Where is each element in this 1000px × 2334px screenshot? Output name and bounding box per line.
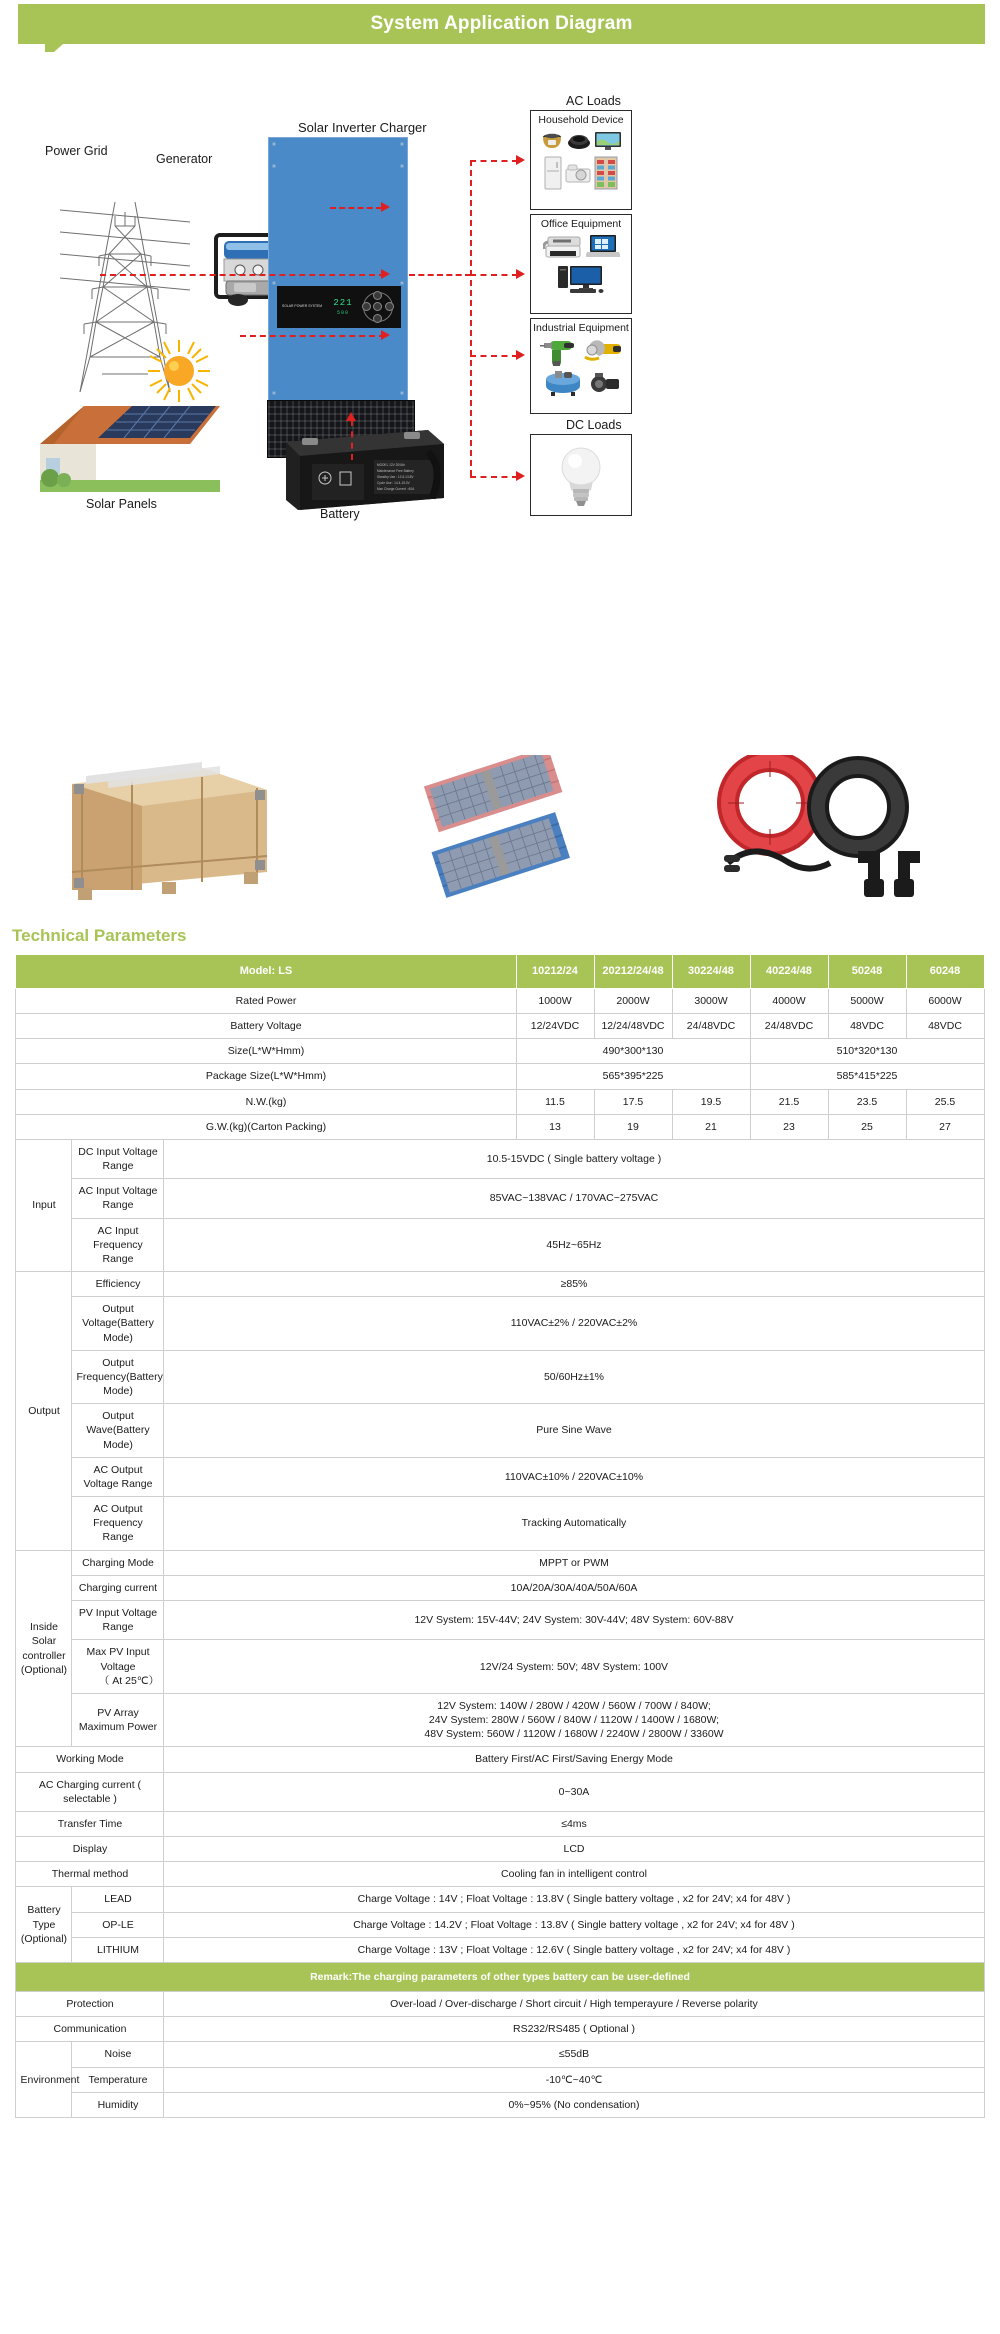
column-header-60248: 60248: [906, 955, 984, 989]
cell-output-wave: Pure Sine Wave: [164, 1404, 984, 1458]
cell: 1000W: [516, 988, 594, 1013]
cell-working-mode: Battery First/AC First/Saving Energy Mode: [164, 1747, 984, 1772]
cell-pv-array-max-power: [164, 1693, 984, 1747]
household-device-title: Household Device: [538, 114, 624, 126]
table-row: [16, 1114, 984, 1139]
cell-communication: RS232/RS485 ( Optional ): [164, 2017, 984, 2042]
household-device-icons: [531, 127, 631, 192]
row-label-lithium: LITHIUM: [72, 1937, 164, 1962]
cell-efficiency: ≥85%: [164, 1272, 984, 1297]
row-label-op-le: OP-LE: [72, 1912, 164, 1937]
industrial-equipment-title: Industrial Equipment: [533, 322, 629, 334]
cell: 6000W: [906, 988, 984, 1013]
table-row: [16, 1064, 984, 1089]
power-grid-label: Power Grid: [45, 144, 108, 158]
row-label-rated-power: Rated Power: [16, 988, 516, 1013]
solar-cable-connector-photo: [708, 755, 948, 910]
connector-generator-inverter: [330, 207, 382, 209]
table-row: [16, 1039, 984, 1064]
connector-bus-dcloads: [470, 476, 518, 478]
cell: 3000W: [672, 988, 750, 1013]
cell-charging-mode: MPPT or PWM: [164, 1550, 984, 1575]
cell: 13: [516, 1114, 594, 1139]
row-label-protection: Protection: [16, 1992, 164, 2017]
table-row: [16, 1550, 984, 1575]
pv-power-line1: 12V System: 140W / 280W / 420W / 560W / 700W / 840W;: [437, 1699, 711, 1712]
cell-output-voltage: 110VAC±2% / 220VAC±2%: [164, 1297, 984, 1351]
ac-loads-label: AC Loads: [566, 94, 621, 108]
electric-drill-icon: [540, 337, 580, 367]
row-label-pv-input-voltage-range: PV Input Voltage Range: [72, 1601, 164, 1640]
table-row: [16, 1640, 984, 1694]
angle-grinder-icon: [583, 339, 623, 365]
column-header-40224: 40224/48: [750, 955, 828, 989]
row-label-ac-input-frequency: AC Input Frequency Range: [72, 1218, 164, 1272]
cell: 12/24/48VDC: [594, 1014, 672, 1039]
row-label-communication: Communication: [16, 2017, 164, 2042]
row-label-working-mode: Working Mode: [16, 1747, 164, 1772]
inverter-front-panel: [277, 286, 401, 328]
cell: 19.5: [672, 1089, 750, 1114]
table-header-row: [16, 955, 984, 989]
connector-grid-inverter: [100, 274, 385, 276]
cell: 48VDC: [906, 1014, 984, 1039]
table-row: [16, 2042, 984, 2067]
group-solar-line2: controller: [22, 1649, 66, 1662]
table-row: [16, 2017, 984, 2042]
column-header-10212: 10212/24: [516, 955, 594, 989]
arrow-bus-industrial: [516, 350, 525, 360]
arrow-battery-inverter: [346, 412, 356, 421]
table-row: [16, 1912, 984, 1937]
water-pump-icon: [586, 372, 620, 394]
table-row: [16, 988, 984, 1013]
fax-printer-icon: [543, 233, 583, 261]
row-label-transfer-time: Transfer Time: [16, 1811, 164, 1836]
wooden-crate-photo: [52, 760, 282, 905]
column-header-model: Model: LS: [16, 955, 516, 989]
cell: 24/48VDC: [750, 1014, 828, 1039]
table-row: [16, 1747, 984, 1772]
cell: 17.5: [594, 1089, 672, 1114]
row-label-humidity: Humidity: [72, 2092, 164, 2117]
rice-cooker-icon: [540, 129, 564, 153]
arrow-solar-inverter: [381, 330, 390, 340]
cell-display: LCD: [164, 1837, 984, 1862]
table-row: [16, 1404, 984, 1458]
group-label-environment: Environment: [16, 2042, 72, 2118]
cell: 11.5: [516, 1089, 594, 1114]
remark-text: Remark:The charging parameters of other types battery can be user-defined: [16, 1962, 984, 1991]
table-row: [16, 2092, 984, 2117]
system-application-diagram: [0, 52, 1000, 742]
group-label-inside-solar-controller: [16, 1550, 72, 1747]
cell-size-large: 510*320*130: [750, 1039, 984, 1064]
column-header-50248: 50248: [828, 955, 906, 989]
technical-parameters-table: [15, 954, 984, 2118]
header-banner: [18, 4, 985, 44]
desktop-computer-icon: [557, 264, 605, 294]
table-row: [16, 1272, 984, 1297]
table-row: [16, 1350, 984, 1404]
cell: 27: [906, 1114, 984, 1139]
inverter-control-knob[interactable]: [361, 290, 395, 324]
led-bulb-icon: [559, 441, 603, 509]
row-label-output-voltage: Output Voltage(Battery Mode): [72, 1297, 164, 1351]
cell-noise: ≤55dB: [164, 2042, 984, 2067]
svg-text:Maintenance Free Battery: Maintenance Free Battery: [377, 469, 414, 473]
pv-power-line3: 48V System: 560W / 1120W / 1680W / 2240W / 2800W / 3360W: [424, 1728, 724, 1741]
group-label-input: Input: [16, 1139, 72, 1271]
column-header-30224: 30224/48: [672, 955, 750, 989]
inverter-panel-brand: SOLAR POWER SYSTEM: [282, 304, 323, 309]
cell-package-large: 585*415*225: [750, 1064, 984, 1089]
cell-op-le: Charge Voltage : 14.2V ; Float Voltage : 13.8V ( Single battery voltage , x2 for 24V; x4 for 48V ): [164, 1912, 984, 1937]
household-device-box: [530, 110, 632, 210]
row-label-max-pv-input-voltage: [72, 1640, 164, 1694]
row-label-efficiency: Efficiency: [72, 1272, 164, 1297]
row-label-lead: LEAD: [72, 1887, 164, 1912]
cell-output-frequency: 50/60Hz±1%: [164, 1350, 984, 1404]
office-equipment-title: Office Equipment: [540, 218, 622, 230]
row-label-temperature: Temperature: [72, 2067, 164, 2092]
generator-label: Generator: [156, 152, 213, 166]
dc-loads-label: DC Loads: [566, 418, 622, 432]
cell: 5000W: [828, 988, 906, 1013]
cell: 23: [750, 1114, 828, 1139]
table-row: [16, 1862, 984, 1887]
row-label-output-wave: Output Wave(Battery Mode): [72, 1404, 164, 1458]
connector-inverter-bus: [409, 274, 471, 276]
row-label-package-size: Package Size(L*W*Hmm): [16, 1064, 516, 1089]
row-label-display: Display: [16, 1837, 164, 1862]
connector-bus-household: [470, 160, 518, 162]
cell: 24/48VDC: [672, 1014, 750, 1039]
inverter-lcd-display: [325, 298, 361, 316]
roof-mounting-photo: [385, 755, 605, 910]
cell: 48VDC: [828, 1014, 906, 1039]
group-solar-line3: (Optional): [20, 1663, 68, 1676]
industrial-equipment-box: [530, 318, 632, 414]
table-row: [16, 2067, 984, 2092]
row-label-ac-output-frequency-range: AC Output Frequency Range: [72, 1497, 164, 1551]
row-label-charging-mode: Charging Mode: [72, 1550, 164, 1575]
cell-dc-input-voltage: 10.5-15VDC ( Single battery voltage ): [164, 1139, 984, 1178]
arrow-bus-office: [516, 269, 525, 279]
table-row: [16, 1218, 984, 1272]
row-label-gross-weight: G.W.(kg)(Carton Packing): [16, 1114, 516, 1139]
cell-ac-output-voltage-range: 110VAC±10% / 220VAC±10%: [164, 1457, 984, 1496]
cell: 25: [828, 1114, 906, 1139]
cell: 12/24VDC: [516, 1014, 594, 1039]
table-row: [16, 1575, 984, 1600]
cell: 4000W: [750, 988, 828, 1013]
connector-bus-office: [470, 274, 518, 276]
inverter-label: Solar Inverter Charger: [298, 120, 427, 135]
freezer-icon: [544, 156, 562, 190]
cell: 21.5: [750, 1089, 828, 1114]
cell: 23.5: [828, 1089, 906, 1114]
max-pv-line1: Max PV Input Voltage: [86, 1646, 150, 1673]
washing-machine-icon: [565, 163, 591, 183]
office-equipment-icons: [531, 231, 631, 296]
row-label-battery-voltage: Battery Voltage: [16, 1014, 516, 1039]
table-row: [16, 1457, 984, 1496]
arrow-bus-household: [516, 155, 525, 165]
cell-charging-current: 10A/20A/30A/40A/50A/60A: [164, 1575, 984, 1600]
cell-ac-input-voltage: 85VAC~138VAC / 170VAC~275VAC: [164, 1179, 984, 1218]
lcd-voltage-value: 221: [333, 298, 353, 308]
row-label-noise: Noise: [72, 2042, 164, 2067]
row-label-ac-input-voltage: AC Input Voltage Range: [72, 1179, 164, 1218]
table-row: [16, 1837, 984, 1862]
group-solar-line1: Inside Solar: [29, 1621, 58, 1648]
cell-temperature: -10℃~40℃: [164, 2067, 984, 2092]
laptop-icon: [586, 234, 620, 260]
table-row: [16, 1089, 984, 1114]
technical-parameters-heading: Technical Parameters: [12, 926, 187, 945]
cell-max-pv-input-voltage: 12V/24 System: 50V; 48V System: 100V: [164, 1640, 984, 1694]
cell-protection: Over-load / Over-discharge / Short circuit / High temperayure / Reverse polarity: [164, 1992, 984, 2017]
row-label-net-weight: N.W.(kg): [16, 1089, 516, 1114]
television-icon: [594, 131, 622, 151]
solar-panels-label: Solar Panels: [86, 497, 157, 511]
svg-text:Cycle Use : 14.4-15.0V: Cycle Use : 14.4-15.0V: [377, 481, 410, 485]
pv-power-line2: 24V System: 280W / 560W / 840W / 1120W / 1400W / 1680W;: [428, 1714, 720, 1727]
cell-humidity: 0%~95% (No condensation): [164, 2092, 984, 2117]
dc-loads-icons: [531, 435, 631, 515]
group-label-battery-type: [16, 1887, 72, 1963]
cell-package-small: 565*395*225: [516, 1064, 750, 1089]
cell-thermal-method: Cooling fan in intelligent control: [164, 1862, 984, 1887]
row-label-output-frequency: Output Frequency(Battery Mode): [72, 1350, 164, 1404]
connector-solar-inverter: [240, 335, 385, 337]
table-row: [16, 1139, 984, 1178]
row-label-size: Size(L*W*Hmm): [16, 1039, 516, 1064]
page-title: System Application Diagram: [370, 13, 633, 34]
svg-text:MODEL 12V 200Ah: MODEL 12V 200Ah: [377, 463, 405, 467]
row-label-thermal-method: Thermal method: [16, 1862, 164, 1887]
arrow-bus-dcloads: [516, 471, 525, 481]
battery-label: Battery: [320, 507, 360, 521]
svg-text:Max Charge Current : 60A: Max Charge Current : 60A: [377, 487, 415, 491]
connector-vertical-bus: [470, 160, 472, 476]
table-row: [16, 1887, 984, 1912]
solar-panels-icon: [40, 392, 220, 492]
air-compressor-icon: [543, 370, 583, 396]
table-row: [16, 1772, 984, 1811]
dc-loads-box: [530, 434, 632, 516]
cell-pv-input-voltage-range: 12V System: 15V-44V; 24V System: 30V-44V; 48V System: 60V-88V: [164, 1601, 984, 1640]
battery-icon: [278, 422, 448, 512]
row-label-ac-output-voltage-range: AC Output Voltage Range: [72, 1457, 164, 1496]
office-equipment-box: [530, 214, 632, 314]
lcd-power-value: 500: [336, 310, 349, 316]
cell-transfer-time: ≤4ms: [164, 1811, 984, 1836]
table-row: [16, 1601, 984, 1640]
page-header: [0, 0, 1000, 52]
row-label-pv-array-max-power: PV Array Maximum Power: [72, 1693, 164, 1747]
product-photo-strip: [0, 742, 1000, 922]
row-label-dc-input-voltage: DC Input Voltage Range: [72, 1139, 164, 1178]
table-row: [16, 1693, 984, 1747]
induction-cooker-icon: [567, 131, 591, 151]
cell: 21: [672, 1114, 750, 1139]
cell: 2000W: [594, 988, 672, 1013]
group-label-output: Output: [16, 1272, 72, 1551]
row-label-charging-current: Charging current: [72, 1575, 164, 1600]
row-label-ac-charging-current: AC Charging current ( selectable ): [16, 1772, 164, 1811]
table-row: [16, 1014, 984, 1039]
max-pv-line2: （ At 25℃）: [98, 1674, 160, 1687]
connector-bus-industrial: [470, 355, 518, 357]
table-row: [16, 1179, 984, 1218]
cell-ac-charging-current: 0~30A: [164, 1772, 984, 1811]
arrow-generator-inverter: [381, 202, 390, 212]
table-row-remark: [16, 1962, 984, 1991]
table-row: [16, 1937, 984, 1962]
industrial-equipment-icons: [531, 335, 631, 398]
column-header-20212: 20212/24/48: [594, 955, 672, 989]
group-battery-line1: Battery Type: [27, 1904, 61, 1931]
cell: 19: [594, 1114, 672, 1139]
table-row: [16, 1992, 984, 2017]
cell-lithium: Charge Voltage : 13V ; Float Voltage : 12.6V ( Single battery voltage , x2 for 24V; x4 for 48V ): [164, 1937, 984, 1962]
group-battery-line2: (Optional): [20, 1932, 68, 1945]
refrigerator-icon: [594, 156, 618, 190]
table-row: [16, 1497, 984, 1551]
table-row: [16, 1297, 984, 1351]
cell: 25.5: [906, 1089, 984, 1114]
svg-text:Standby Use : 13.5-13.8V: Standby Use : 13.5-13.8V: [377, 475, 414, 479]
connector-battery-inverter: [351, 420, 353, 460]
arrow-grid-inverter: [381, 269, 390, 279]
cell-ac-output-frequency-range: Tracking Automatically: [164, 1497, 984, 1551]
cell-size-small: 490*300*130: [516, 1039, 750, 1064]
cell-ac-input-frequency: 45Hz~65Hz: [164, 1218, 984, 1272]
cell-lead: Charge Voltage : 14V ; Float Voltage : 13.8V ( Single battery voltage , x2 for 24V; x4 for 48V ): [164, 1887, 984, 1912]
table-row: [16, 1811, 984, 1836]
